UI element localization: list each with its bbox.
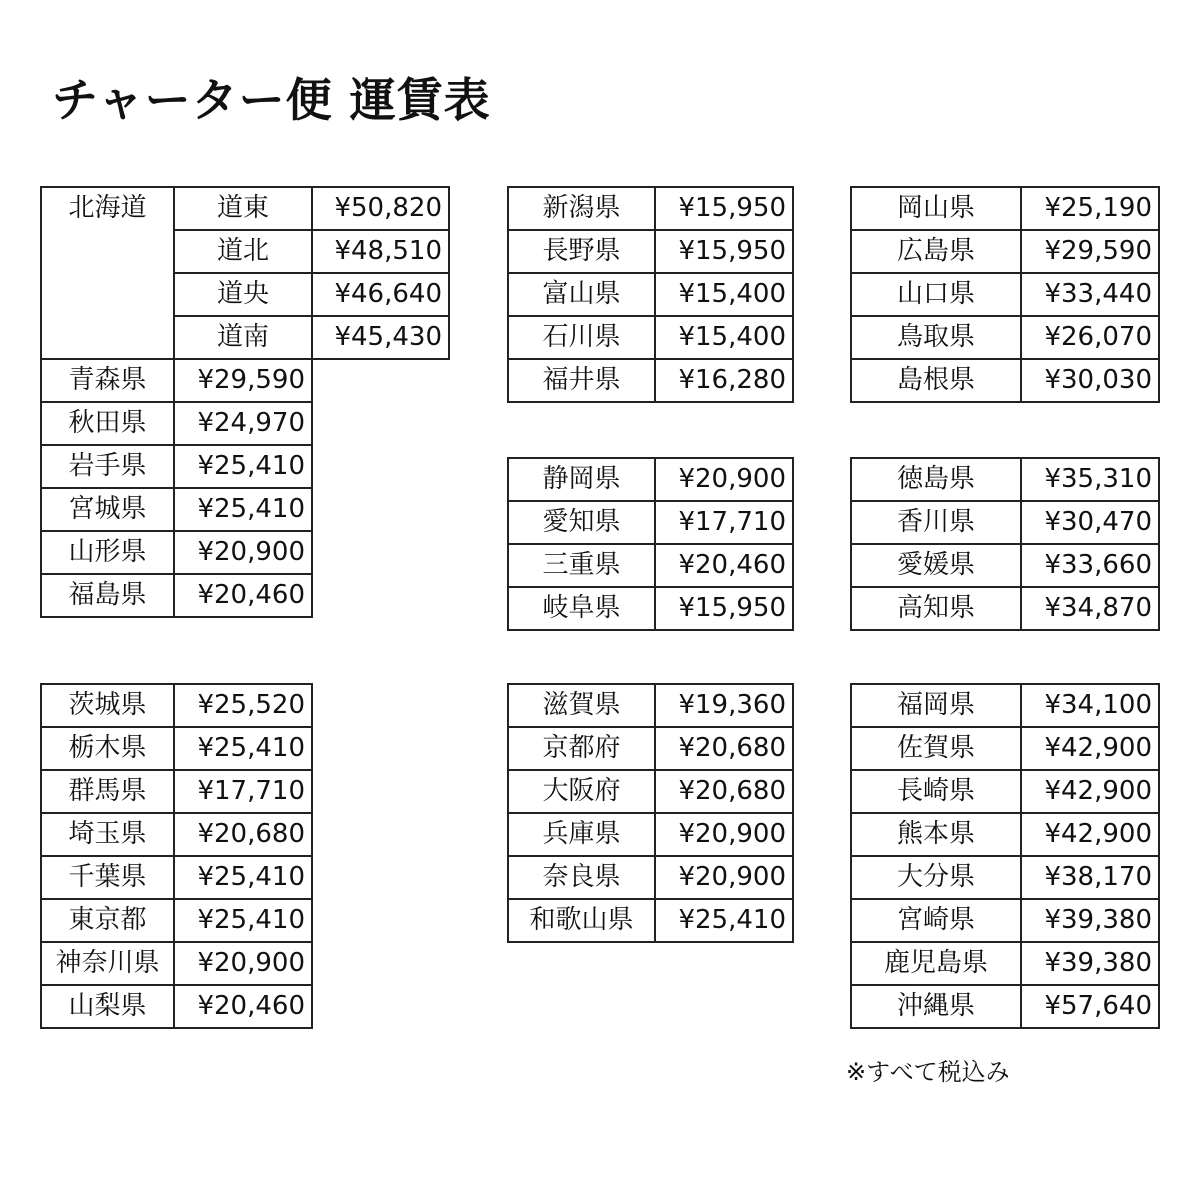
area-price: ¥50,820 [312,187,449,230]
fare-table-chugoku [850,186,1160,403]
prefecture-name: 高知県 [851,587,1021,630]
prefecture-name: 千葉県 [41,856,174,899]
area-name: 道東 [174,187,312,230]
fare-table-kyushu [850,683,1160,1029]
table-row [508,187,793,230]
area-price: ¥46,640 [312,273,449,316]
prefecture-name: 鹿児島県 [851,942,1021,985]
prefecture-price: ¥25,410 [174,856,312,899]
prefecture-name: 奈良県 [508,856,655,899]
area-name: 道央 [174,273,312,316]
table-row [851,458,1159,501]
prefecture-name: 大分県 [851,856,1021,899]
table-row [851,501,1159,544]
prefecture-price: ¥29,590 [174,359,312,402]
table-row [851,359,1159,402]
prefecture-price: ¥33,660 [1021,544,1159,587]
fare-table-kanto [40,683,313,1029]
prefecture-price: ¥20,900 [655,813,793,856]
prefecture-name: 茨城県 [41,684,174,727]
prefecture-name: 佐賀県 [851,727,1021,770]
prefecture-name: 愛知県 [508,501,655,544]
prefecture-name: 福島県 [41,574,174,617]
area-price: ¥45,430 [312,316,449,359]
prefecture-price: ¥19,360 [655,684,793,727]
prefecture-name: 長野県 [508,230,655,273]
prefecture-name: 青森県 [41,359,174,402]
table-row [508,856,793,899]
table-row [851,899,1159,942]
prefecture-price: ¥35,310 [1021,458,1159,501]
prefecture-name: 広島県 [851,230,1021,273]
prefecture-price: ¥25,410 [174,899,312,942]
table-row [508,359,793,402]
prefecture-price: ¥20,900 [174,531,312,574]
fare-table-hokuriku [507,186,794,403]
prefecture-price: ¥15,950 [655,187,793,230]
prefecture-price: ¥34,870 [1021,587,1159,630]
table-row [508,899,793,942]
table-row [508,501,793,544]
prefecture-price: ¥42,900 [1021,813,1159,856]
table-row [508,684,793,727]
prefecture-name: 群馬県 [41,770,174,813]
table-row [851,544,1159,587]
table-row [508,770,793,813]
table-row [41,684,312,727]
prefecture-name: 岡山県 [851,187,1021,230]
table-row [41,856,312,899]
prefecture-name: 熊本県 [851,813,1021,856]
table-row [851,684,1159,727]
area-name: 道北 [174,230,312,273]
prefecture-name: 新潟県 [508,187,655,230]
prefecture-name: 秋田県 [41,402,174,445]
table-row [41,531,449,574]
fare-table-kinki [507,683,794,943]
prefecture-name: 和歌山県 [508,899,655,942]
prefecture-price: ¥38,170 [1021,856,1159,899]
prefecture-price: ¥20,460 [174,574,312,617]
area-price: ¥48,510 [312,230,449,273]
table-row [508,544,793,587]
fare-table-tokai [507,457,794,631]
prefecture-name: 福井県 [508,359,655,402]
prefecture-name: 鳥取県 [851,316,1021,359]
prefecture-name: 滋賀県 [508,684,655,727]
table-row [41,445,449,488]
prefecture-name: 京都府 [508,727,655,770]
prefecture-price: ¥17,710 [655,501,793,544]
prefecture-name: 山梨県 [41,985,174,1028]
prefecture-price: ¥25,410 [174,727,312,770]
table-row [41,187,449,230]
prefecture-name: 三重県 [508,544,655,587]
table-row [41,899,312,942]
prefecture-price: ¥33,440 [1021,273,1159,316]
table-row [41,359,449,402]
prefecture-name: 愛媛県 [851,544,1021,587]
prefecture-name: 福岡県 [851,684,1021,727]
table-row [41,488,449,531]
prefecture-price: ¥30,470 [1021,501,1159,544]
prefecture-price: ¥25,410 [174,488,312,531]
table-row [851,942,1159,985]
table-row [851,856,1159,899]
prefecture-name: 沖縄県 [851,985,1021,1028]
prefecture-price: ¥20,900 [655,856,793,899]
prefecture-name: 山形県 [41,531,174,574]
prefecture-name: 徳島県 [851,458,1021,501]
table-row [851,813,1159,856]
table-row [851,727,1159,770]
prefecture-name: 長崎県 [851,770,1021,813]
table-row [41,942,312,985]
prefecture-price: ¥24,970 [174,402,312,445]
prefecture-price: ¥25,410 [174,445,312,488]
prefecture-price: ¥42,900 [1021,727,1159,770]
table-row [851,316,1159,359]
table-row [851,587,1159,630]
prefecture-name: 埼玉県 [41,813,174,856]
prefecture-price: ¥30,030 [1021,359,1159,402]
prefecture-price: ¥29,590 [1021,230,1159,273]
table-row [508,727,793,770]
prefecture-price: ¥16,280 [655,359,793,402]
prefecture-name: 栃木県 [41,727,174,770]
table-row [41,770,312,813]
table-row [41,574,449,617]
prefecture-price: ¥39,380 [1021,942,1159,985]
prefecture-name: 山口県 [851,273,1021,316]
table-row [508,458,793,501]
prefecture-name: 兵庫県 [508,813,655,856]
tax-note: ※すべて税込み [846,1058,1010,1086]
table-row [851,985,1159,1028]
prefecture-name: 静岡県 [508,458,655,501]
prefecture-name: 宮城県 [41,488,174,531]
table-row [851,770,1159,813]
area-name: 道南 [174,316,312,359]
prefecture-price: ¥42,900 [1021,770,1159,813]
prefecture-name: 島根県 [851,359,1021,402]
table-row [508,316,793,359]
table-row [41,985,312,1028]
prefecture-price: ¥20,680 [655,727,793,770]
prefecture-price: ¥26,070 [1021,316,1159,359]
prefecture-name: 神奈川県 [41,942,174,985]
prefecture-name: 東京都 [41,899,174,942]
table-row [508,273,793,316]
prefecture-name: 香川県 [851,501,1021,544]
prefecture-name: 富山県 [508,273,655,316]
prefecture-price: ¥15,400 [655,273,793,316]
prefecture-price: ¥39,380 [1021,899,1159,942]
prefecture-price: ¥57,640 [1021,985,1159,1028]
table-row [41,813,312,856]
prefecture-price: ¥20,460 [174,985,312,1028]
prefecture-price: ¥25,190 [1021,187,1159,230]
prefecture-price: ¥34,100 [1021,684,1159,727]
table-row [508,813,793,856]
table-row [41,402,449,445]
prefecture-name: 岐阜県 [508,587,655,630]
prefecture-price: ¥20,680 [655,770,793,813]
prefecture-price: ¥20,460 [655,544,793,587]
prefecture-name: 岩手県 [41,445,174,488]
prefecture-price: ¥20,900 [174,942,312,985]
prefecture-price: ¥15,950 [655,230,793,273]
fare-table-shikoku [850,457,1160,631]
region-label: 北海道 [41,187,174,359]
prefecture-name: 大阪府 [508,770,655,813]
table-row [851,273,1159,316]
table-row [851,187,1159,230]
table-row [508,587,793,630]
prefecture-price: ¥20,680 [174,813,312,856]
prefecture-price: ¥15,950 [655,587,793,630]
prefecture-price: ¥25,410 [655,899,793,942]
prefecture-price: ¥20,900 [655,458,793,501]
prefecture-price: ¥15,400 [655,316,793,359]
table-row [41,727,312,770]
prefecture-name: 宮崎県 [851,899,1021,942]
prefecture-name: 石川県 [508,316,655,359]
table-row [508,230,793,273]
page-title: チャーター便 運賃表 [52,73,491,127]
fare-table-hokkaido-tohoku [40,186,450,618]
table-row [851,230,1159,273]
prefecture-price: ¥17,710 [174,770,312,813]
prefecture-price: ¥25,520 [174,684,312,727]
